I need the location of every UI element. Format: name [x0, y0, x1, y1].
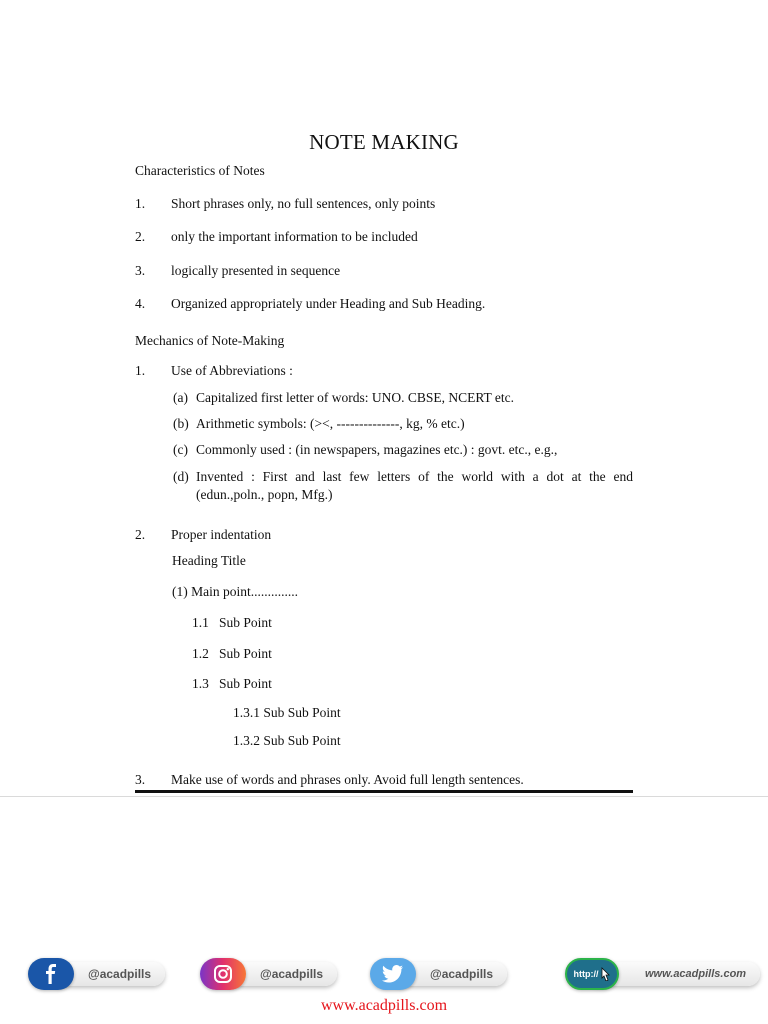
list-number: 1. — [135, 363, 146, 378]
example-sub-sub-point: 1.3.1 Sub Sub Point — [233, 705, 341, 720]
sub-point-text: Sub Point — [219, 615, 272, 630]
page-title: NOTE MAKING — [309, 130, 459, 154]
sub-text: Invented : First and last few letters of the world with a dot at the end — [196, 469, 633, 484]
list-number: 2. — [135, 229, 146, 244]
instagram-link[interactable] — [200, 954, 355, 990]
section-heading-mechanics: Mechanics of Note-Making — [135, 333, 285, 348]
example-main-point: (1) Main point.............. — [172, 584, 298, 599]
sub-point-number: 1.1 — [192, 615, 209, 630]
list-text: Proper indentation — [171, 527, 272, 542]
example-heading-title: Heading Title — [172, 553, 246, 568]
sub-label: (c) — [173, 442, 188, 457]
list-text: Organized appropriately under Heading and Sub Heading. — [171, 296, 486, 311]
twitter-link[interactable] — [370, 954, 535, 990]
sub-text: Arithmetic symbols: (><, --------------, kg, % etc.) — [196, 416, 465, 431]
web-link-icon — [565, 958, 619, 990]
example-sub-sub-point: 1.3.2 Sub Sub Point — [233, 733, 341, 748]
facebook-icon — [28, 958, 74, 990]
list-number: 4. — [135, 296, 146, 311]
example-sub-point — [192, 675, 272, 693]
list-number: 3. — [135, 263, 146, 278]
footer-website-url[interactable]: www.acadpills.com — [320, 997, 448, 1014]
social-handle: www.acadpills.com — [587, 962, 760, 986]
sub-label: (d) — [173, 469, 189, 484]
sub-text: Capitalized first letter of words: UNO. CBSE, NCERT etc. — [196, 390, 515, 405]
sub-point-number: 1.3 — [192, 676, 209, 691]
sub-point-text: Sub Point — [219, 646, 272, 661]
web-badge-text: http:// — [573, 969, 599, 979]
social-handle: @acadpills — [222, 962, 337, 986]
list-number: 3. — [135, 772, 146, 787]
facebook-link[interactable] — [28, 954, 178, 990]
list-number: 1. — [135, 196, 146, 211]
section-heading-characteristics: Characteristics of Notes — [135, 163, 265, 178]
website-link[interactable] — [565, 954, 747, 990]
twitter-icon — [370, 958, 416, 990]
example-sub-point — [192, 614, 272, 632]
social-handle: @acadpills — [392, 962, 507, 986]
example-sub-point — [192, 645, 272, 663]
list-number: 2. — [135, 527, 146, 542]
sub-point-number: 1.2 — [192, 646, 209, 661]
sub-text-continued: (edun.,poln., popn, Mfg.) — [196, 487, 333, 502]
list-text: Use of Abbreviations : — [171, 363, 293, 378]
page-divider — [0, 796, 768, 797]
social-handle: @acadpills — [50, 962, 165, 986]
instagram-icon — [200, 958, 246, 990]
bottom-rule — [135, 790, 633, 793]
sub-label: (b) — [173, 416, 189, 431]
list-text: logically presented in sequence — [171, 263, 341, 278]
sub-text: Commonly used : (in newspapers, magazines etc.) : govt. etc., e.g., — [196, 442, 558, 457]
sub-point-text: Sub Point — [219, 676, 272, 691]
list-text: only the important information to be included — [171, 229, 418, 244]
sub-label: (a) — [173, 390, 188, 405]
list-text: Make use of words and phrases only. Avoid full length sentences. — [171, 772, 524, 787]
list-text: Short phrases only, no full sentences, only points — [171, 196, 436, 211]
